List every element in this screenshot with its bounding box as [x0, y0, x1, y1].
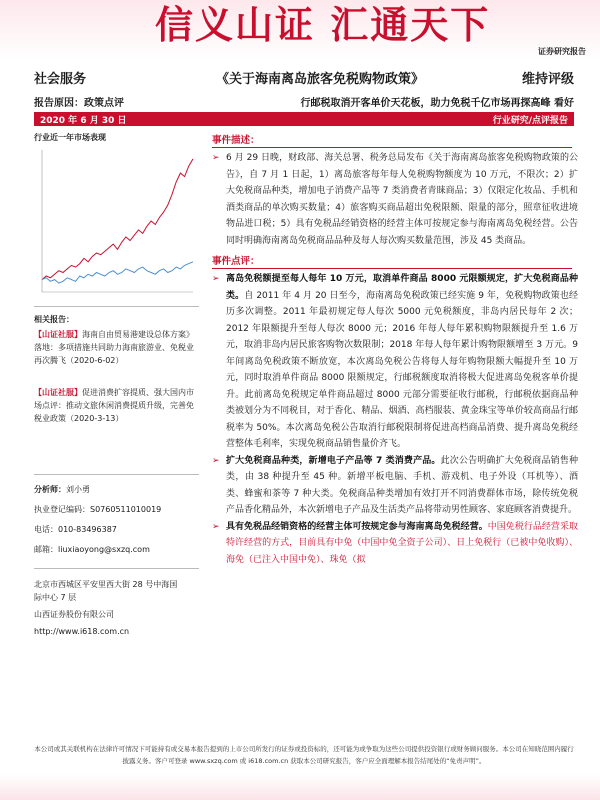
bullet-icon: ➢ — [212, 153, 220, 163]
related-report-text: 促进消费扩容提质、强大国内市场点评：推动文旅休闲消费提质升级，完善免税业政策（2020-3-13） — [34, 388, 194, 423]
address-line: 北京市西城区平安里西大街 28 号中海国 — [34, 580, 178, 589]
report-type-label: 证券研究报告 — [538, 47, 586, 56]
related-report-item[interactable] — [34, 386, 199, 425]
email-link[interactable]: liuxiaoyong@sxzq.com — [58, 545, 150, 554]
report-date: 2020 年 6 月 30 日 — [40, 116, 127, 126]
related-report-item[interactable] — [34, 328, 199, 367]
date-bar — [34, 112, 574, 126]
bullet-icon: ➢ — [212, 455, 220, 466]
address-line: 际中心 7 层 — [34, 593, 77, 602]
point-heading: 扩大免税商品种类，新增电子产品等 7 类消费产品。 — [226, 455, 441, 466]
point-text: 中国免税行品经营采取特许经营的方式，目前具有中免（中国中免全资子公司）、日上免税行（已被中免收购）、海免（已注入中国中免）、珠免（拟 — [226, 521, 578, 565]
event-text: 6 月 29 日晚，财政部、海关总署、税务总局发布《关于海南离岛旅客免税购物政策的公告》，自 7 月 1 日起，1）离岛旅客每年每人免税购物额度为 10 万元，不限次；2）扩大免税商品种类，增加电子消费产品等 7 类消费者青睐商品；3）仅限定化妆品、手机和酒类商品的单次购买数量；4）旅客购买商品超出免税限额、限量的部分，照章征收进境物品进口税；5）具有免税品经销资格的经营主体可按规定参与海南离岛免税经营。公告同时明确海南离岛免税商品品种及每人每次购买数量范围，涉及 45 类商品。 — [226, 153, 578, 246]
divider — [34, 306, 199, 307]
analyst-info — [34, 484, 199, 564]
comment-point — [212, 519, 578, 569]
sidebar — [34, 132, 199, 732]
series-line-2 — [42, 262, 193, 283]
company-website[interactable]: http://www.i618.com.cn — [34, 627, 130, 636]
event-description — [212, 150, 578, 249]
industry-label: 社会服务 — [34, 72, 87, 87]
analyst-name: 刘小勇 — [66, 485, 90, 494]
related-report-tag: 【山证社服】 — [34, 330, 82, 339]
point-heading: 具有免税品经销资格的经营主体可按规定参与海南离岛免税经营。 — [226, 521, 488, 532]
license-number: S0760511010019 — [90, 505, 162, 514]
license-label: 执业登记编码： — [34, 505, 90, 514]
brand-logo: 信义山证 汇通天下 — [155, 2, 491, 47]
point-heading: 离岛免税额提至每人每年 10 万元，取消单件商品 8000 元限额规定，扩大免税商品种类。 — [226, 274, 578, 301]
reason-row — [34, 94, 574, 110]
report-title: 《关于海南离岛旅客免税购物政策》 — [216, 72, 425, 87]
related-report-tag: 【山证社服】 — [34, 388, 82, 397]
event-section-heading: 事件描述： — [212, 132, 572, 148]
divider — [34, 568, 199, 569]
report-subtitle: 行邮税取消开客单价天花板，助力免税千亿市场再探高峰 看好 — [300, 98, 574, 109]
rating-label: 维持评级 — [521, 72, 574, 87]
divider — [34, 474, 199, 475]
footer-disclaimer: 本公司或其关联机构在法律许可情况下可能持有或交易本报告提到的上市公司所发行的证券或投资标的，还可能为或争取为这些公司提供投资银行或财务顾问服务。本公司在知晓范围内履行披露义务。客户可登录 www.sxzq.com 或 i618.com.cn 获取本公司研究报告，客户应全面理解本报告结尾处的“免责声明”。 — [34, 745, 574, 765]
point-text: 自 2011 年 4 月 20 日至今，海南离岛免税政策已经实施 9 年，免税购物政策也经历多次调整。2011 年最初规定每人每次 5000 元免税额度，非岛内居民每年 2 次；2012 年限额提升至每人每次 8000 元；2016 年每人每年累积购物限额提升至 1.6 万元，取消非岛内居民旅客购物次数限制；2018 年每人每年累计购物限额增至 3 万元。9 年间离岛免税政策不断放宽，本次离岛免税公告将每人每年购物限额大幅提升至 10 万元，同时取消单件商品 8000 限额规定，行邮税额度取消将极大促进离岛免税客单价提升。此前离岛免税规定单件商品超过 8000 元部分需要征收行邮税，行邮税依据商品种类被划分为不同税目，对于香化、精品、烟酒、高档服装、黄金珠宝等单价较高商品行邮税率为 50%。本次离岛免税公告取消行邮税限制将促进高档商品消费、提升离岛免税经营整体毛利率，实现免税商品销售量价齐飞。 — [226, 290, 578, 449]
title-row — [34, 68, 574, 88]
main-content — [212, 132, 578, 568]
analyst-label: 分析师： — [34, 485, 66, 494]
market-chart — [34, 144, 199, 302]
header-banner — [0, 0, 600, 60]
comment-section-heading: 事件点评： — [212, 253, 572, 269]
footer-decoration — [0, 774, 600, 800]
related-report-text: 海南自由贸易港建设总体方案》落地：多项措施共同助力海南旅游业、免税业再次腾飞（2020-6-02） — [34, 330, 194, 365]
report-reason: 报告原因：政策点评 — [34, 98, 124, 109]
bullet-icon: ➢ — [212, 274, 220, 284]
phone-label: 电话： — [34, 525, 58, 534]
related-reports-title: 相关报告： — [34, 315, 74, 324]
report-category: 行业研究/点评报告 — [492, 116, 568, 126]
email-label: 邮箱： — [34, 545, 58, 554]
phone-number: 010-83496387 — [58, 525, 117, 534]
market-chart-svg — [34, 144, 199, 302]
company-address — [34, 578, 199, 638]
bullet-icon: ➢ — [212, 521, 220, 532]
chart-title: 行业近一年市场表现 — [34, 133, 106, 142]
comment-point — [212, 271, 578, 453]
company-name: 山西证券股份有限公司 — [34, 610, 114, 619]
point-text: 此次公告明确扩大免税商品销售种类，由 38 种提升至 45 种。新增平板电脑、手机、游戏机、电子外设（耳机等）、酒类、蜂蜜和茶等 7 种大类。免税商品种类增加有效打开不同消费群体市场，除传统免税产品香化精品外，本次新增电子产品及生活类产品将带动男性顾客、家庭顾客消费提升。 — [226, 455, 578, 515]
series-line-1 — [42, 159, 193, 280]
comment-point — [212, 453, 578, 519]
